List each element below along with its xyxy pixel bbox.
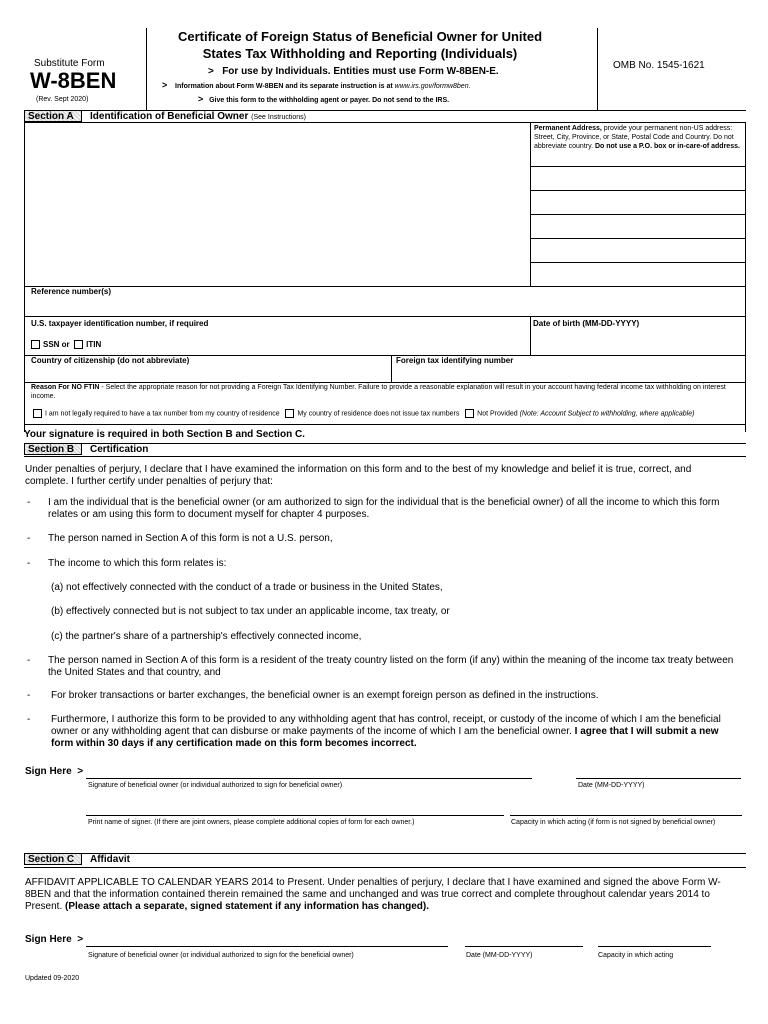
header-bullet-1: > For use by Individuals. Entities must use Form W-8BEN-E. <box>208 66 499 77</box>
omb-number: OMB No. 1545-1621 <box>613 60 705 71</box>
section-b-signature-label: Signature of beneficial owner (or individual authorized to sign for beneficial owner) <box>88 782 343 789</box>
cert-item-2: The person named in Section A of this form is not a U.S. person, <box>48 533 333 544</box>
no-ftin-option-2-checkbox[interactable] <box>285 409 294 418</box>
section-c-title: Affidavit <box>90 854 130 865</box>
address-line-3[interactable] <box>531 215 745 237</box>
section-c-capacity-label: Capacity in which acting <box>598 952 674 959</box>
print-name-field[interactable] <box>86 797 504 814</box>
section-c-capacity-field[interactable] <box>598 928 711 945</box>
form-header <box>0 0 768 110</box>
section-c-signature-field[interactable] <box>86 928 448 945</box>
us-tin-field[interactable] <box>110 330 528 355</box>
sign-here-b: Sign Here > <box>25 766 84 777</box>
no-ftin-options: I am not legally required to have a tax number from my country of residence My country of residence does not issue tax numbers Not Provided (Note: Account Subject to withholding, where applicable) <box>33 409 745 418</box>
permanent-address-label: Permanent Address, provide your permanent non-US address: Street, City, Province, or State, Postal Code and Country. Do not abbreviate country. Do not use a P.O. box or in-care-of address. <box>534 125 740 150</box>
section-a-tag: Section A <box>24 110 82 122</box>
cert-item-1: I am the individual that is the beneficial owner (or am authorized to sign for the individual that is the beneficial owner) of all the income to which this form relates or am using this form to document myself for chapter 4 purposes. <box>48 497 720 520</box>
header-bullet-3: > Give this form to the withholding agent or payer. Do not send to the IRS. <box>198 94 450 104</box>
certification-intro: Under penalties of perjury, I declare that I have examined the information on this form and to the best of my knowledge and belief it is true, correct, and complete. I further certify under penalties of perjury that: <box>25 464 692 487</box>
irs-url-link[interactable]: www.irs.gov/formw8ben. <box>394 83 471 90</box>
section-b-date-field[interactable] <box>576 760 741 777</box>
substitute-form-label: Substitute Form <box>34 58 105 69</box>
cert-item-3: The income to which this form relates is: <box>48 558 227 569</box>
address-line-5[interactable] <box>531 263 745 285</box>
section-b-capacity-field[interactable] <box>510 797 742 814</box>
form-number: W-8BEN <box>30 68 117 93</box>
no-ftin-option-1-checkbox[interactable] <box>33 409 42 418</box>
section-c-date-field[interactable] <box>465 928 583 945</box>
no-ftin-option-3-checkbox[interactable] <box>465 409 474 418</box>
footer-updated: Updated 09-2020 <box>25 975 80 982</box>
header-bullet-2: > Information about Form W-8BEN and its separate instruction is at www.irs.gov/formw8ben. <box>162 80 471 90</box>
address-line-4[interactable] <box>531 239 745 261</box>
no-ftin-reason-text: Reason For NO FTIN - Select the appropriate reason for not providing a Foreign Tax Identifying Number. Failure to provide a reasonable explanation will result in your account having federal income tax withholding on interest income. <box>31 384 726 400</box>
itin-checkbox[interactable] <box>74 340 83 349</box>
signature-required-note: Your signature is required in both Section B and Section C. <box>24 429 305 440</box>
cert-item-3c: (c) the partner's share of a partnership's effectively connected income, <box>51 631 362 642</box>
reference-number-field[interactable] <box>25 297 745 315</box>
cert-item-4: The person named in Section A of this form is a resident of the treaty country listed on the form (if any) within the meaning of the income tax treaty between the United States and that country, and <box>48 655 734 678</box>
citizenship-label: Country of citizenship (do not abbreviate) <box>31 356 190 365</box>
section-c-date-label: Date (MM-DD-YYYY) <box>466 952 533 959</box>
citizenship-field[interactable] <box>25 366 390 381</box>
address-line-1[interactable] <box>531 167 745 189</box>
section-b-title: Certification <box>90 444 149 455</box>
cert-item-6: Furthermore, I authorize this form to be provided to any withholding agent that has control, receipt, or custody of the income of which I am the beneficial owner or any withholding agent that can disburse or make payments of the income of which I am the beneficial owner. I agree that I will submit a new form within 30 days if any certification made on this form becomes incorrect. <box>51 714 721 749</box>
cert-item-3a: (a) not effectively connected with the conduct of a trade or business in the United States, <box>51 582 443 593</box>
cert-item-5: For broker transactions or barter exchanges, the beneficial owner is an exempt foreign person as defined in the instructions. <box>51 690 599 701</box>
foreign-tin-label: Foreign tax identifying number <box>396 356 514 365</box>
sign-here-c: Sign Here > <box>25 934 84 945</box>
section-c-tag: Section C <box>24 853 82 865</box>
tin-type-options: SSN or ITIN <box>31 340 101 350</box>
section-c-signature-label: Signature of beneficial owner (or individual authorized to sign for the beneficial owner) <box>88 952 354 959</box>
section-b-capacity-label: Capacity in which acting (if form is not signed by beneficial owner) <box>511 819 716 826</box>
section-b-signature-field[interactable] <box>86 760 532 777</box>
name-field[interactable] <box>25 123 529 285</box>
address-line-2[interactable] <box>531 191 745 213</box>
reference-number-label: Reference number(s) <box>31 287 112 296</box>
ssn-checkbox[interactable] <box>31 340 40 349</box>
us-tin-label: U.S. taxpayer identification number, if required <box>31 319 209 328</box>
section-b-tag: Section B <box>24 443 82 455</box>
foreign-tin-field[interactable] <box>392 366 745 381</box>
form-title: Certificate of Foreign Status of Beneficial Owner for United States Tax Withholding and Reporting (Individuals) <box>177 29 543 61</box>
cert-item-3b: (b) effectively connected but is not subject to tax under an applicable income, tax treaty, or <box>51 606 450 617</box>
section-b-date-label: Date (MM-DD-YYYY) <box>578 782 645 789</box>
form-revision: (Rev. Sept 2020) <box>36 96 89 103</box>
section-a-title: Identification of Beneficial Owner (See Instructions) <box>90 111 306 122</box>
dob-label: Date of birth (MM-DD-YYYY) <box>533 319 640 328</box>
affidavit-text: AFFIDAVIT APPLICABLE TO CALENDAR YEARS 2014 to Present. Under penalties of perjury, I declare that I have examined and signed the above Form W-8BEN and that the information contained therein remained the same and unchanged and was true correct and complete throughout calendar years 2014 to Present. (Please attach a separate, signed statement if any information has changed). <box>25 877 721 912</box>
dob-field[interactable] <box>531 330 745 355</box>
print-name-label: Print name of signer. (If there are joint owners, please complete additional copies of form for each owner.) <box>88 819 415 826</box>
